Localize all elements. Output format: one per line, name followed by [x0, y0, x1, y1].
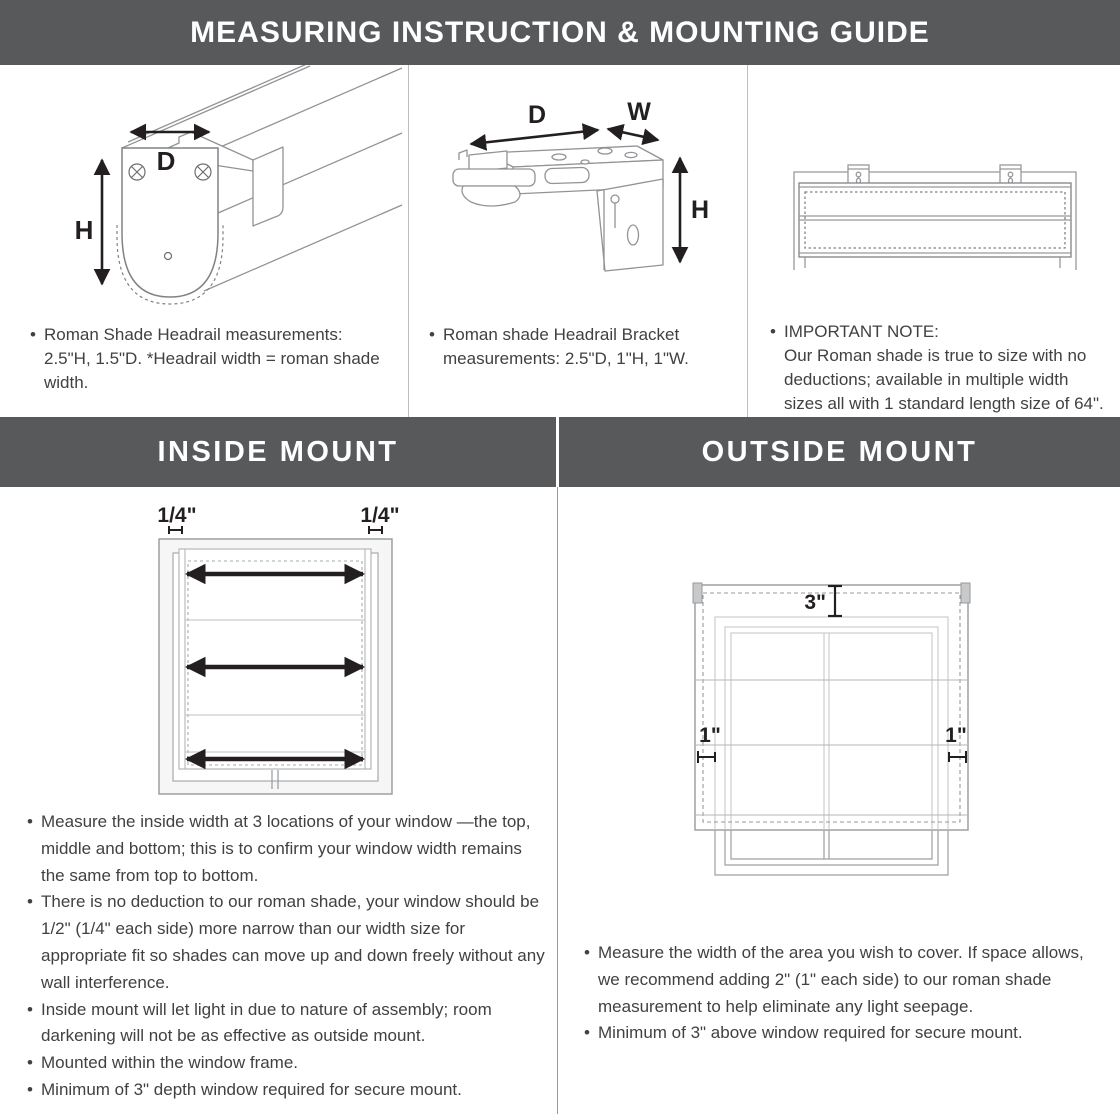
outside-mount-header	[559, 417, 1120, 487]
inside-mount-illustration	[129, 497, 429, 807]
list-item: • Minimum of 3" above window required for secure mount.	[584, 1020, 1105, 1047]
column-divider	[557, 487, 558, 1114]
right-gap-label: 1/4"	[359, 504, 400, 527]
screw-icon	[129, 164, 145, 180]
screw-icon	[195, 164, 211, 180]
left-gap-label: 1"	[699, 724, 721, 747]
bracket-body	[453, 146, 663, 271]
headrail-panel	[0, 65, 408, 417]
bullet: •	[770, 322, 776, 341]
rail-bracket-leg	[253, 147, 283, 226]
bracket-tab	[693, 583, 702, 603]
page-title-bar	[0, 0, 1120, 65]
outside-mount-illustration	[673, 577, 1003, 897]
top-gap-label: 3"	[804, 591, 826, 614]
height-label: H	[74, 215, 94, 245]
window-below-shade	[715, 830, 948, 875]
bracket-tab	[961, 583, 970, 603]
bracket-panel	[408, 65, 747, 417]
depth-label: D	[156, 146, 176, 176]
headrail-note	[0, 320, 408, 395]
list-item: • Measure the inside width at 3 locations of your window —the top, middle and bottom; this is to confirm your window width remains the same from top to bottom.	[27, 809, 547, 889]
bullet: •	[30, 325, 36, 344]
bracket-note	[409, 320, 747, 371]
inside-mount-title: INSIDE MOUNT	[157, 435, 399, 468]
headrail-illustration	[0, 65, 408, 320]
bracket-illustration	[409, 65, 747, 320]
left-gap-mark	[169, 526, 182, 534]
width-arrow	[608, 129, 658, 140]
height-label: H	[690, 196, 710, 224]
headrail-note-text: Roman Shade Headrail measurements: 2.5"H, 1.5"D. *Headrail width = roman shade width.	[44, 325, 380, 392]
important-note-content	[784, 320, 1111, 416]
page-title: MEASURING INSTRUCTION & MOUNTING GUIDE	[190, 15, 930, 49]
list-item: • Minimum of 3" depth window required for secure mount.	[27, 1077, 547, 1104]
left-gap-label: 1/4"	[156, 504, 197, 527]
list-item: • Measure the width of the area you wish to cover. If space allows, we recommend adding 2" (1" each side) to our roman shade measurement to help eliminate any light seepage.	[584, 940, 1105, 1020]
mount-columns	[0, 487, 1120, 1120]
important-note-body: Our Roman shade is true to size with no deductions; available in multiple width sizes all with 1 standard length size of 64".	[784, 346, 1104, 413]
inside-mount-diagram	[129, 497, 429, 807]
inside-mount-column	[0, 487, 557, 1120]
outside-mount-bullets	[557, 897, 1119, 1047]
shade-body	[179, 549, 371, 769]
important-note-panel	[747, 65, 1119, 417]
mounted-headrail-illustration	[748, 65, 1119, 320]
list-item: • There is no deduction to our roman shade, your window should be 1/2" (1/4" each side) more narrow than our width size for appropriate fit so shades can move up and down freely without any wall interference.	[27, 889, 547, 996]
mounted-headrail-diagram	[748, 65, 1119, 320]
mount-section-headers	[0, 417, 1120, 487]
width-label: W	[627, 98, 651, 126]
inside-mount-header	[0, 417, 556, 487]
bracket-note-text: Roman shade Headrail Bracket measurements: 2.5"D, 1"H, 1"W.	[443, 325, 689, 368]
depth-label: D	[527, 101, 547, 129]
inside-mount-bullets	[0, 807, 557, 1104]
headrail-diagram	[0, 65, 408, 320]
right-gap-mark	[369, 526, 382, 534]
outside-mount-diagram	[673, 577, 1003, 897]
bullet: •	[429, 325, 435, 344]
right-gap-label: 1"	[945, 724, 967, 747]
shade-body	[695, 585, 968, 830]
important-note	[748, 320, 1119, 416]
bracket-diagram	[409, 65, 747, 320]
outside-mount-title: OUTSIDE MOUNT	[701, 435, 978, 468]
depth-arrow	[471, 130, 598, 144]
outside-mount-column	[557, 487, 1119, 1120]
list-item: • Mounted within the window frame.	[27, 1050, 547, 1077]
important-note-title: IMPORTANT NOTE:	[784, 322, 939, 341]
top-panels	[0, 65, 1120, 417]
list-item: • Inside mount will let light in due to nature of assembly; room darkening will not be as effective as outside mount.	[27, 997, 547, 1051]
